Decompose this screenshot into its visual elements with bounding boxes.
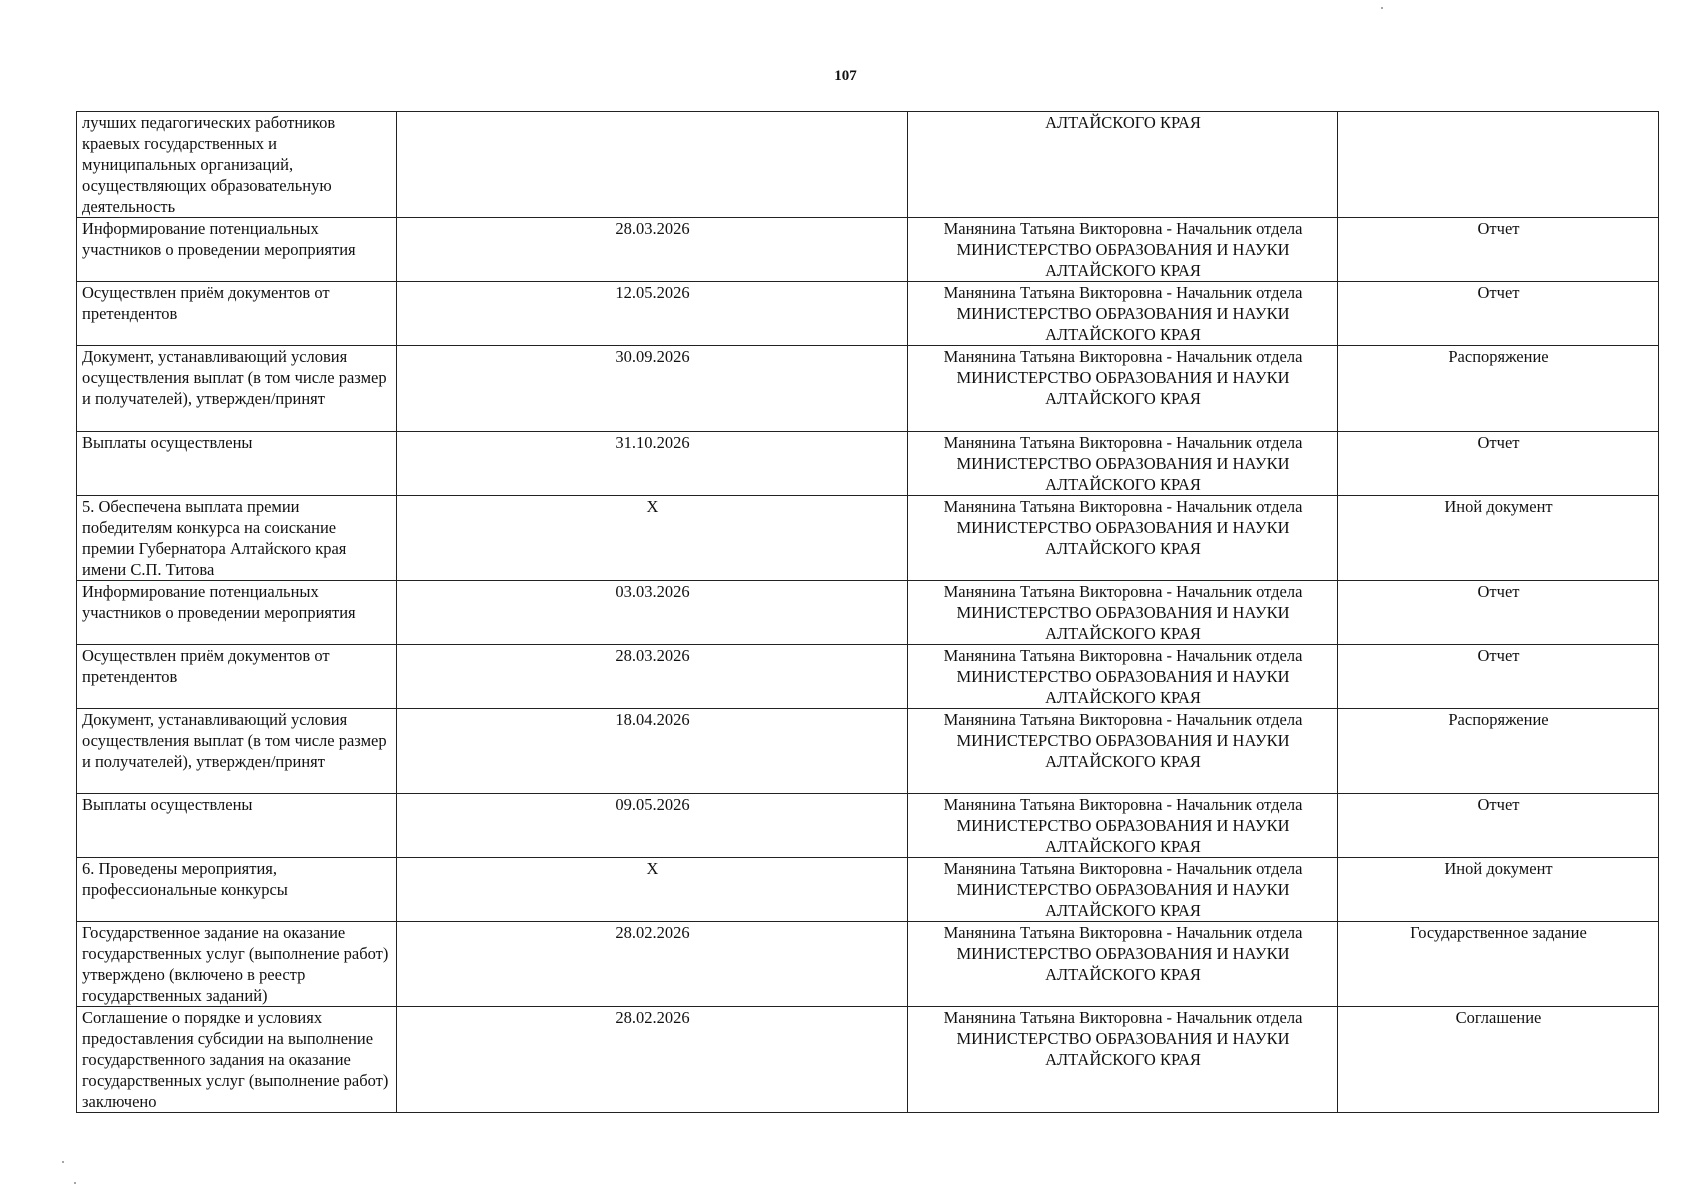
responsible-cell: Манянина Татьяна Викторовна - Начальник отдела МИНИСТЕРСТВО ОБРАЗОВАНИЯ И НАУКИ АЛТАЙСКОГО КРАЯ <box>908 645 1338 709</box>
deadline-cell: 31.10.2026 <box>397 432 908 496</box>
event-name-cell: лучших педагогических работников краевых государственных и муниципальных организаций, осуществляющих образовательную деятельность <box>77 112 397 218</box>
event-name-cell: Государственное задание на оказание государственных услуг (выполнение работ) утверждено (включено в реестр государственных заданий) <box>77 922 397 1007</box>
scan-speck <box>62 1161 64 1163</box>
responsible-cell: Манянина Татьяна Викторовна - Начальник отдела МИНИСТЕРСТВО ОБРАЗОВАНИЯ И НАУКИ АЛТАЙСКОГО КРАЯ <box>908 581 1338 645</box>
document-type-cell: Отчет <box>1338 218 1659 282</box>
deadline-cell: 18.04.2026 <box>397 709 908 794</box>
event-name-cell: 6. Проведены мероприятия, профессиональные конкурсы <box>77 858 397 922</box>
plan-table <box>76 111 1659 1113</box>
table-row <box>77 581 1659 645</box>
table-row <box>77 432 1659 496</box>
deadline-cell: X <box>397 496 908 581</box>
document-type-cell: Иной документ <box>1338 858 1659 922</box>
responsible-cell: Манянина Татьяна Викторовна - Начальник отдела МИНИСТЕРСТВО ОБРАЗОВАНИЯ И НАУКИ АЛТАЙСКОГО КРАЯ <box>908 794 1338 858</box>
deadline-cell: 03.03.2026 <box>397 581 908 645</box>
event-name-cell: Информирование потенциальных участников о проведении мероприятия <box>77 581 397 645</box>
table-row <box>77 709 1659 794</box>
document-type-cell: Государственное задание <box>1338 922 1659 1007</box>
event-name-cell: 5. Обеспечена выплата премии победителям конкурса на соискание премии Губернатора Алтайского края имени С.П. Титова <box>77 496 397 581</box>
event-name-cell: Осуществлен приём документов от претендентов <box>77 282 397 346</box>
scan-speck <box>74 1182 76 1184</box>
document-type-cell: Иной документ <box>1338 496 1659 581</box>
event-name-cell: Выплаты осуществлены <box>77 432 397 496</box>
event-name-cell: Документ, устанавливающий условия осуществления выплат (в том числе размер и получателей), утвержден/принят <box>77 709 397 794</box>
responsible-cell: Манянина Татьяна Викторовна - Начальник отдела МИНИСТЕРСТВО ОБРАЗОВАНИЯ И НАУКИ АЛТАЙСКОГО КРАЯ <box>908 496 1338 581</box>
event-name-cell: Соглашение о порядке и условиях предоставления субсидии на выполнение государственного задания на оказание государственных услуг (выполнение работ) заключено <box>77 1007 397 1113</box>
responsible-cell: Манянина Татьяна Викторовна - Начальник отдела МИНИСТЕРСТВО ОБРАЗОВАНИЯ И НАУКИ АЛТАЙСКОГО КРАЯ <box>908 1007 1338 1113</box>
responsible-cell: Манянина Татьяна Викторовна - Начальник отдела МИНИСТЕРСТВО ОБРАЗОВАНИЯ И НАУКИ АЛТАЙСКОГО КРАЯ <box>908 218 1338 282</box>
event-name-cell: Осуществлен приём документов от претендентов <box>77 645 397 709</box>
deadline-cell: 09.05.2026 <box>397 794 908 858</box>
document-type-cell: Отчет <box>1338 581 1659 645</box>
responsible-cell: АЛТАЙСКОГО КРАЯ <box>908 112 1338 218</box>
deadline-cell <box>397 112 908 218</box>
deadline-cell: X <box>397 858 908 922</box>
responsible-cell: Манянина Татьяна Викторовна - Начальник отдела МИНИСТЕРСТВО ОБРАЗОВАНИЯ И НАУКИ АЛТАЙСКОГО КРАЯ <box>908 432 1338 496</box>
deadline-cell: 12.05.2026 <box>397 282 908 346</box>
document-type-cell: Отчет <box>1338 794 1659 858</box>
table-row <box>77 218 1659 282</box>
event-name-cell: Документ, устанавливающий условия осуществления выплат (в том числе размер и получателей), утвержден/принят <box>77 346 397 432</box>
deadline-cell: 30.09.2026 <box>397 346 908 432</box>
table-row <box>77 794 1659 858</box>
document-type-cell: Соглашение <box>1338 1007 1659 1113</box>
deadline-cell: 28.03.2026 <box>397 645 908 709</box>
document-type-cell: Отчет <box>1338 645 1659 709</box>
deadline-cell: 28.02.2026 <box>397 1007 908 1113</box>
table-row <box>77 858 1659 922</box>
table-row <box>77 282 1659 346</box>
document-type-cell: Отчет <box>1338 432 1659 496</box>
table-row <box>77 112 1659 218</box>
event-name-cell: Выплаты осуществлены <box>77 794 397 858</box>
table-row <box>77 645 1659 709</box>
event-name-cell: Информирование потенциальных участников о проведении мероприятия <box>77 218 397 282</box>
table-row <box>77 346 1659 432</box>
table-row <box>77 1007 1659 1113</box>
responsible-cell: Манянина Татьяна Викторовна - Начальник отдела МИНИСТЕРСТВО ОБРАЗОВАНИЯ И НАУКИ АЛТАЙСКОГО КРАЯ <box>908 922 1338 1007</box>
deadline-cell: 28.03.2026 <box>397 218 908 282</box>
table-row <box>77 496 1659 581</box>
document-type-cell: Распоряжение <box>1338 709 1659 794</box>
responsible-cell: Манянина Татьяна Викторовна - Начальник отдела МИНИСТЕРСТВО ОБРАЗОВАНИЯ И НАУКИ АЛТАЙСКОГО КРАЯ <box>908 346 1338 432</box>
deadline-cell: 28.02.2026 <box>397 922 908 1007</box>
document-type-cell: Отчет <box>1338 282 1659 346</box>
scan-speck <box>1381 7 1383 9</box>
table-row <box>77 922 1659 1007</box>
document-type-cell <box>1338 112 1659 218</box>
responsible-cell: Манянина Татьяна Викторовна - Начальник отдела МИНИСТЕРСТВО ОБРАЗОВАНИЯ И НАУКИ АЛТАЙСКОГО КРАЯ <box>908 858 1338 922</box>
document-type-cell: Распоряжение <box>1338 346 1659 432</box>
page-number: 107 <box>834 68 857 84</box>
responsible-cell: Манянина Татьяна Викторовна - Начальник отдела МИНИСТЕРСТВО ОБРАЗОВАНИЯ И НАУКИ АЛТАЙСКОГО КРАЯ <box>908 709 1338 794</box>
responsible-cell: Манянина Татьяна Викторовна - Начальник отдела МИНИСТЕРСТВО ОБРАЗОВАНИЯ И НАУКИ АЛТАЙСКОГО КРАЯ <box>908 282 1338 346</box>
